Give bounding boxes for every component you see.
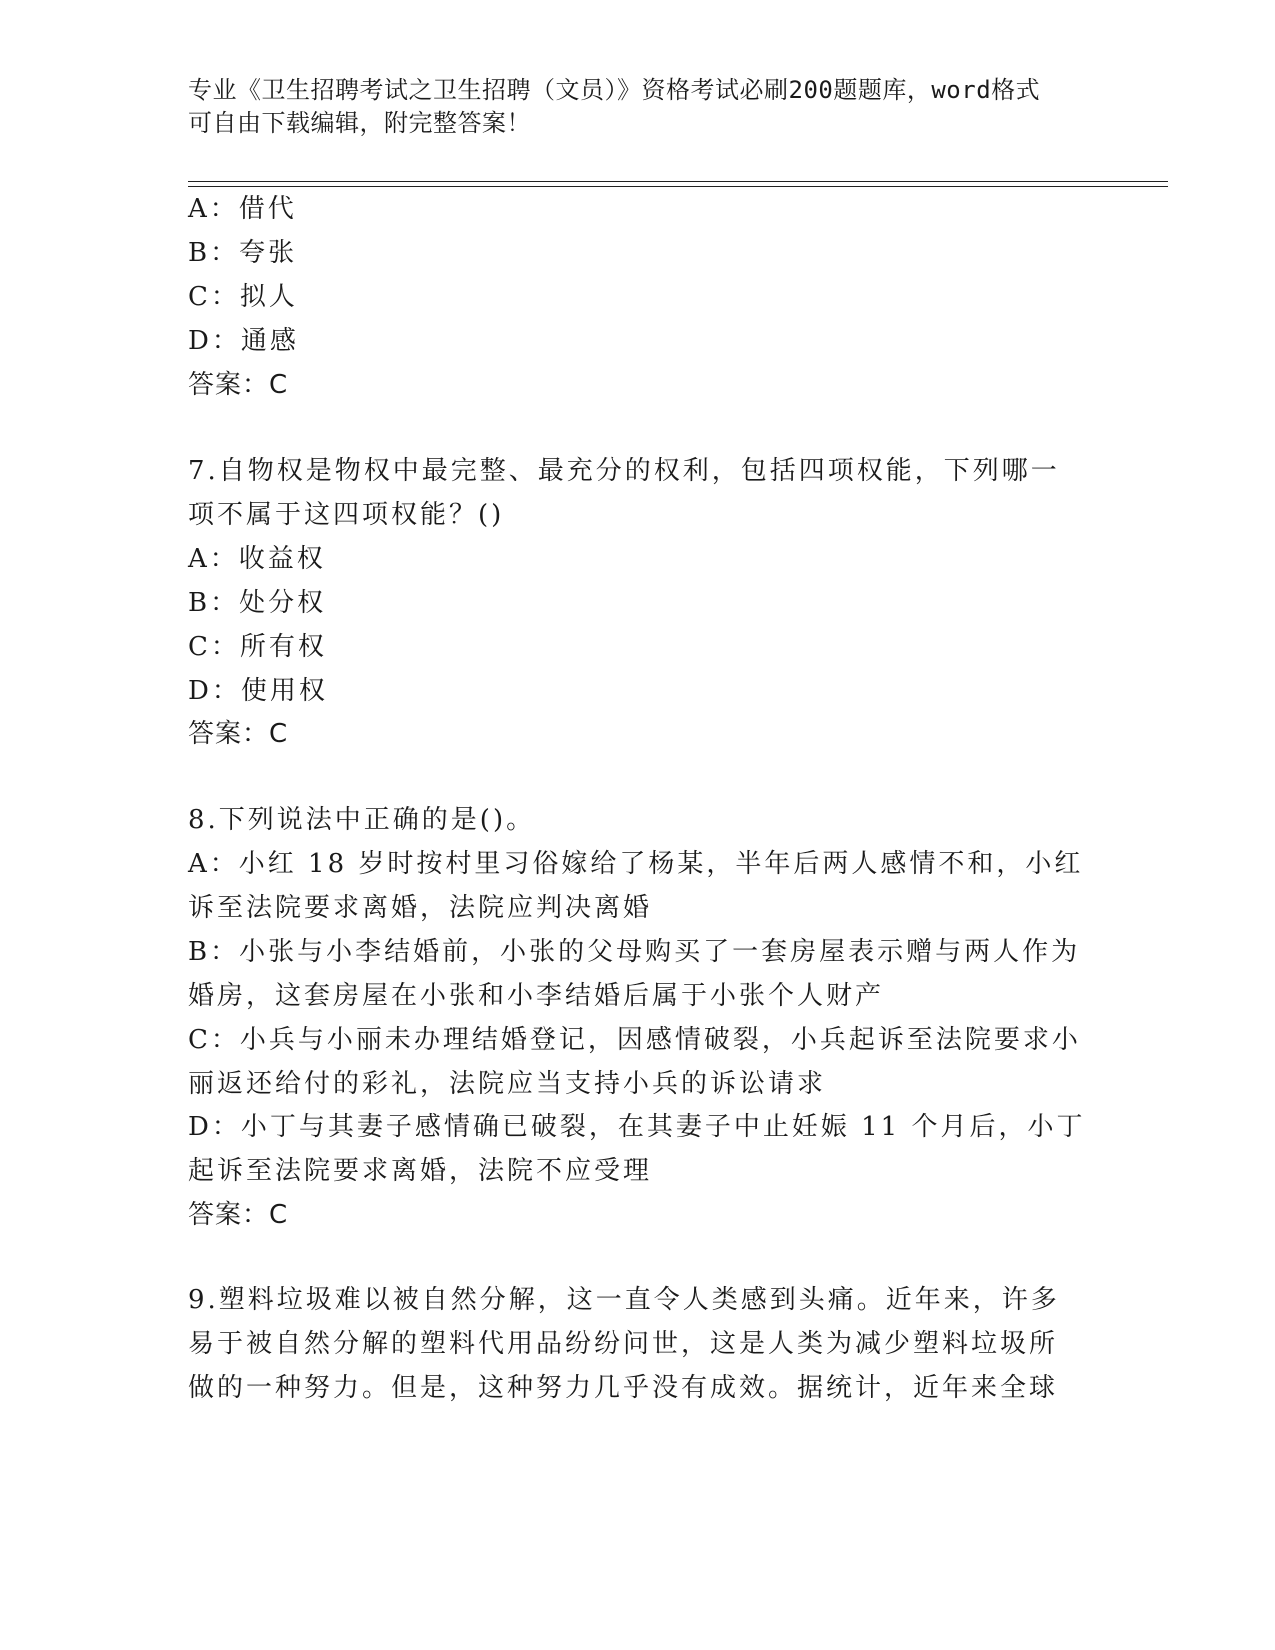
header-divider-bottom	[188, 186, 1168, 187]
q8-option-c-line-2: 丽返还给付的彩礼，法院应当支持小兵的诉讼请求	[188, 1069, 827, 1099]
q9-stem-line-1: 9.塑料垃圾难以被自然分解，这一直令人类感到头痛。近年来，许多	[188, 1285, 1060, 1315]
q6-option-d: D：通感	[188, 326, 299, 356]
q6-option-b: B：夸张	[188, 238, 298, 268]
q7-option-a: A：收益权	[188, 544, 326, 574]
q6-option-a: A：借代	[188, 194, 297, 224]
q6-answer: 答案：C	[188, 370, 289, 400]
q6-option-c: C：拟人	[188, 282, 298, 312]
q7-stem-line-1: 7.自物权是物权中最完整、最充分的权利，包括四项权能，下列哪一	[188, 456, 1060, 486]
q9-stem-line-2: 易于被自然分解的塑料代用品纷纷问世，这是人类为减少塑料垃圾所	[188, 1329, 1059, 1359]
q8-answer: 答案：C	[188, 1200, 289, 1230]
q8-option-d-line-1: D：小丁与其妻子感情确已破裂，在其妻子中止妊娠 11 个月后，小丁	[188, 1112, 1086, 1142]
q8-option-b-line-1: B：小张与小李结婚前，小张的父母购买了一套房屋表示赠与两人作为	[188, 937, 1081, 967]
q7-stem-line-2: 项不属于这四项权能？()	[188, 500, 505, 530]
q8-option-c-line-1: C：小兵与小丽未办理结婚登记，因感情破裂，小兵起诉至法院要求小	[188, 1025, 1081, 1055]
document-header	[188, 74, 1068, 140]
q7-option-d: D：使用权	[188, 676, 328, 706]
header-line-1: 专业《卫生招聘考试之卫生招聘（文员）》资格考试必刷200题题库，word格式	[188, 76, 1041, 104]
header-line-2: 可自由下载编辑，附完整答案！	[188, 109, 531, 137]
q9-stem-line-3: 做的一种努力。但是，这种努力几乎没有成效。据统计，近年来全球	[188, 1373, 1059, 1403]
q8-option-b-line-2: 婚房，这套房屋在小张和小李结婚后属于小张个人财产	[188, 981, 885, 1011]
q8-option-a-line-1: A：小红 18 岁时按村里习俗嫁给了杨某，半年后两人感情不和，小红	[188, 849, 1084, 879]
q8-option-d-line-2: 起诉至法院要求离婚，法院不应受理	[188, 1156, 653, 1186]
header-divider-top	[188, 181, 1168, 182]
q7-option-b: B：处分权	[188, 588, 327, 618]
q7-option-c: C：所有权	[188, 632, 327, 662]
q8-option-a-line-2: 诉至法院要求离婚，法院应判决离婚	[188, 893, 653, 923]
q8-stem: 8.下列说法中正确的是()。	[188, 805, 536, 835]
q7-answer: 答案：C	[188, 719, 289, 749]
